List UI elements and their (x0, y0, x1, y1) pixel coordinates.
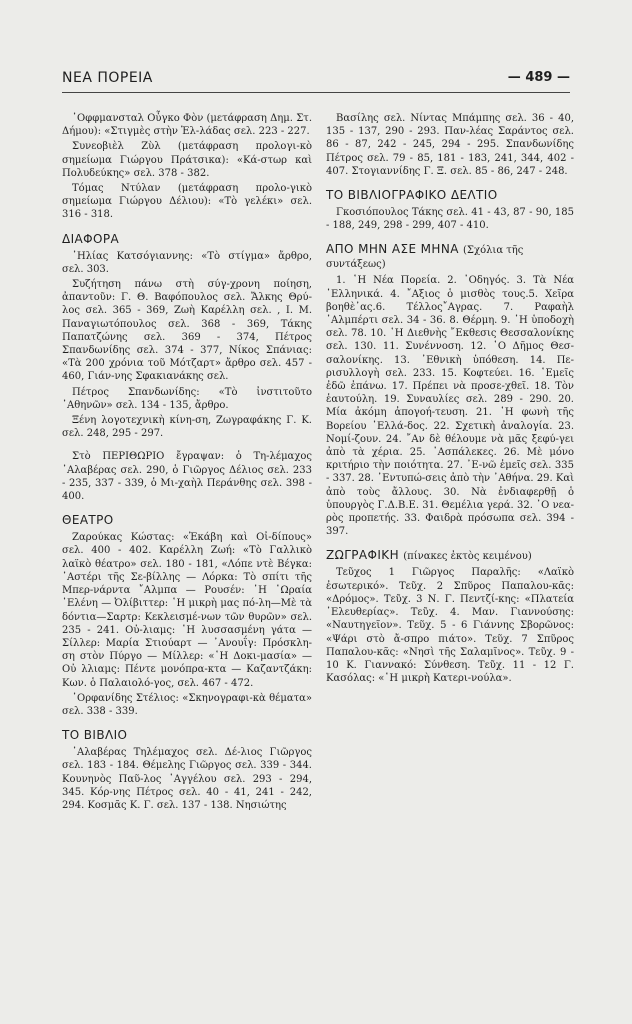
diafora-entry: Στὸ ΠΕΡΙΘΩΡΙΟ ἔγραψαν: ὁ Τη-λέμαχος ᾿Αλαβέρας σελ. 290, ὁ Γιῶργος Δέλιος σελ. 233 - 235, 337 - 339, ὁ Μι-χαὴλ Περάνθης σελ. 398 - 400. (62, 451, 312, 503)
page-header (62, 68, 570, 93)
left-intro-entry: ᾿Οφφμανσταλ Οὖγκο Φὸν (μετάφραση Δημ. Στ. Δήμου): «Στιγμὲς στὴν Ἑλ-λάδας σελ. 223 - 227. (62, 113, 312, 138)
diafora-entry: ᾿Ηλίας Κατσόγιαννης: «Τὸ στίγμα» ἄρθρο, σελ. 303. (62, 250, 312, 275)
section-heading-theatro: ΘΕΑΤΡΟ (62, 513, 114, 528)
diafora-entry: Πέτρος Σπανδωνίδης: «Τὸ ἰνστιτοῦτο ᾿Αθηνῶν» σελ. 134 - 135, ἄρθρο. (62, 386, 312, 411)
vivlio-entry: ᾿Αλαβέρας Τηλέμαχος σελ. Δέ-λιος Γιῶργος σελ. 183 - 184. Θέμελης Γιῶργος σελ. 339 - 344. Κουνηνὸς Παῦ-λος ᾿Αγγέλου σελ. 293 - 294, 345. Κόρ-νης Πέτρος σελ. 40 - 41, 241 - 242, 294. Κοσμᾶς Κ. Γ. σελ. 137 - 138. Νησιώτης (62, 747, 312, 811)
diafora-entry: Ξένη λογοτεχνικὴ κίνη-ση, Ζωγραφάκης Γ. Κ. σελ. 248, 295 - 297. (62, 415, 312, 440)
diafora-entry: Συζήτηση πάνω στὴ σύγ-χρονη ποίηση, ἀπαντοῦν: Γ. Θ. Βαφόπουλος σελ. Ἄλκης Θρύ-λος σελ. 365 - 369, Ζωὴ Καρέλλη σελ. , Ι. Μ. Παναγιωτόπουλος σελ. 368 - 369, Τάκης Παπατζώνης σελ. 369 - 374, Πέτρος Σπανδωνίδης σελ. 374 - 377, Νίκος Σπάνιας: «Τὰ 200 χρόνια τοῦ Μότζαρτ» ἄρθρο σελ. 457 - 460, Γιάν-νης Σφακιανάκης σελ. (62, 279, 312, 383)
minas-heading-sub: (Σχόλια τῆς συντάξεως) (326, 245, 524, 271)
section-heading-deltio: ΤΟ ΒΙΒΛΙΟΓΡΑΦΙΚΟ ΔΕΛΤΙΟ (326, 188, 498, 203)
running-title: ΝΕΑ ΠΟΡΕΙΑ (62, 70, 153, 86)
page-number: — 489 — (507, 70, 570, 85)
minas-heading-title: ΑΠΟ ΜΗΝ ΑΣΕ ΜΗΝΑ (326, 242, 459, 257)
section-heading-zografiki (326, 548, 574, 562)
left-column (62, 112, 312, 814)
theatro-entry: Ζαρούκας Κώστας: «Ἐκάβη καὶ Οἰ-δίπους» σελ. 400 - 402. Καρέλλη Ζωή: «Τὸ Γαλλικὸ λαϊκὸ θέατρο» σελ. 180 - 181, «Λόπε ντὲ Βέγκα: ᾿Αστέρι τῆς Σε-βίλλης — Λόρκα: Τὸ σπίτι τῆς Μπερ-νάρντα ῎Αλμπα — Ρουσέν: ῾Η ῾Ωραία ῾Ελένη — Ὀλίβιττερ: ῾Η μικρὴ μας πό-λη—Μὲ τὰ δόντια—Σαρτρ: Κεκλεισμέ-νων τῶν θυρῶν» σελ. 235 - 241. Οὐ-λιαμς: ῾Η λυσσασμένη γάτα — Σίλλερ: Μαρία Στιούαρτ — ᾿Ανουΐγ: Πρόσκλη-ση στὸν Πύργο — Μίλλερ: «῾Η Δοκι-μασία» — Οὐ λλιαμς: Πέντε μονόπρα-κτα — Καζαντζάκη: Κων. ὁ Παλαιολό-γος, σελ. 467 - 472. (62, 532, 312, 689)
left-intro-entry: Τόμας Ντύλαν (μετάφραση προλο-γικὸ σημείωμα Γιώργου Δέλιου): «Τὸ γελέκι» σελ. 316 - 318. (62, 183, 312, 221)
zografiki-heading-title: ΖΩΓΡΑΦΙΚΗ (326, 548, 399, 563)
section-heading-vivlio: ΤΟ ΒΙΒΛΙΟ (62, 728, 128, 743)
deltio-entry: Γκοσιόπουλος Τάκης σελ. 41 - 43, 87 - 90, 185 - 188, 249, 298 - 299, 407 - 410. (326, 207, 574, 232)
zografiki-entry: Τεῦχος 1 Γιῶργος Παραλῆς: «Λαϊκὸ ἐσωτερικό». Τεῦχ. 2 Σπῦρος Παπαλου-κᾶς: «Δρόμος». Τεῦχ. 3 Ν. Γ. Πεντζί-κης: «Πλατεία ᾿Ελευθερίας». Τεῦχ. 4. Μαν. Γιαννούσης: «Ναυτηγεῖον». Τεῦχ. 5 - 6 Γιάννης Σβορῶνος: «Ψάρι στὸ ἄ-σπρο πιάτο». Τεῦχ. 7 Σπῦρος Παπαλου-κᾶς: «Νησὶ τῆς Σαλαμῖνος». Τεῦχ. 9 - 10 Κ. Γιαννακό: Σύνθεση. Τεῦχ. 11 - 12 Γ. Κασόλας: «῾Η μικρὴ Κατερι-νούλα». (326, 567, 574, 685)
section-heading-diafora: ΔΙΑΦΟΡΑ (62, 231, 120, 246)
zografiki-heading-sub: (πίνακες ἐκτὸς κειμένου) (403, 551, 532, 563)
right-intro-entry: Βασίλης σελ. Νίντας Μπάμπης σελ. 36 - 40, 135 - 137, 290 - 293. Παν-λέας Σαράντος σελ. 86 - 87, 242 - 245, 294 - 295. Σπανδωνίδης Πέτρος σελ. 79 - 85, 181 - 183, 241, 344, 402 - 407. Στογιαννίδης Γ. Ξ. σελ. 85 - 86, 247 - 248. (326, 113, 574, 177)
left-intro-entry: Συνεοβιὲλ Ζὺλ (μετάφραση προλογι-κὸ σημείωμα Γιώργου Πράτσικα): «Κά-στωρ καὶ Πολυδεύκης» σελ. 378 - 382. (62, 141, 312, 179)
theatro-entry: ᾿Ορφανίδης Στέλιος: «Σκηνογραφι-κὰ θέματα» σελ. 338 - 339. (62, 692, 312, 717)
right-column (326, 112, 574, 687)
section-heading-minas (326, 242, 574, 270)
minas-entry: 1. ῾Η Νέα Πορεία. 2. ᾿Οδηγός. 3. Τὰ Νέα ῾Ελληνικά. 4. ῎Αξιος ὁ μισθὸς τους.5. Χεῖρα βοηθὲ᾿ας.6. Τέλλος῎Αγρας. 7. Ραφαὴλ ᾿Αλμπέρτι σελ. 34 - 36. 8. Θέρμη. 9. ῾Η ὑποδοχὴ σελ. 78. 10. ῾Η Διεθνὴς ῎Εκθεσις Θεσσαλονίκης σελ. 130. 11. Συνέννοση. 12. ῾Ο Δῆμος Θεσ-σαλονίκης. 13. ᾿Εθνικὴ ὑπόθεση. 14. Πε-ρισυλλογὴ σελ. 233. 15. Κοφτεύει. 16. ῾Εμεῖς ἐδῶ ἐπάνω. 17. Πρέπει νὰ προσε-χθεῖ. 18. Τὸν ἑαυτούλη. 19. Συναυλίες σελ. 289 - 290. 20. Μία ἀκόμη ἀπογοή-τευση. 21. ῾Η φωνὴ τῆς Βορείου ῾Ελλά-δος. 22. Σχετικὴ ἀναλογία. 23. Νομί-ζουν. 24. ῎Αν δὲ θέλουμε νὰ μᾶς ξεφύ-γει ἀπὸ τὰ χέρια. 25. ᾿Ασπάλεκες. 26. Μὲ μόνο κριτήριο τὴν ποιότητα. 27. ᾿Ε-νῶ ἐμεῖς σελ. 335 - 337. 28. ᾿Εντυπώ-σεις ἀπὸ τὴν ᾿Αθήνα. 29. Καὶ ἀπὸ τοὺς ἄλλους. 30. Νὰ ἐνδιαφερθῇ ὁ ὑπουργὸς Γ.Δ.Β.Ε. 31. Θεμέλια γερά. 32. ῾Ο νεα-ρὸς προπετής. 33. Φαιδρὰ πρόσωπα σελ. 394 - 397. (326, 275, 574, 538)
